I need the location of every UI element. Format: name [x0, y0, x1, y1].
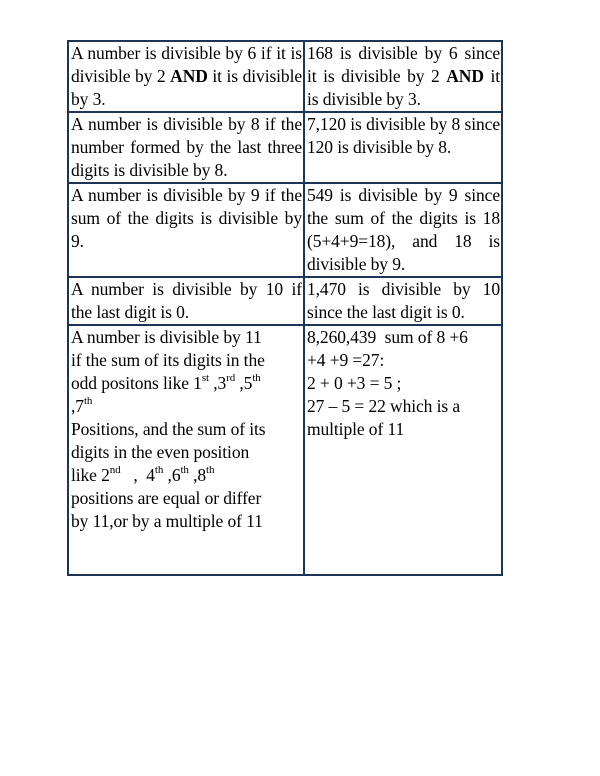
example-cell-divisible-by-6	[304, 41, 502, 112]
rule-line: positions are equal or differ	[71, 488, 262, 508]
divisibility-rules-table	[67, 40, 503, 576]
bold-and: AND	[170, 66, 208, 86]
rule-line: if the sum of its digits in the	[71, 350, 265, 370]
rule-line: odd positons like 1st ,3rd ,5th	[71, 372, 261, 393]
rule-line: like 2nd , 4th ,6th ,8th	[71, 464, 215, 485]
example-line: 27 – 5 = 22 which is a	[307, 396, 461, 416]
example-cell-divisible-by-8: 7,120 is divisible by 8 since 120 is divisible by 8.	[304, 112, 502, 183]
example-cell-divisible-by-9: 549 is divisible by 9 since the sum of the digits is 18 (5+4+9=18), and 18 is divisible by 9.	[304, 183, 502, 277]
rule-line: Positions, and the sum of its	[71, 419, 266, 439]
rule-cell-divisible-by-9: A number is divisible by 9 if the sum of the digits is divisible by 9.	[68, 183, 304, 277]
table-row	[68, 183, 502, 277]
example-text: 168 is divisible by 6 since it is divisible by 2	[307, 43, 500, 86]
rule-cell-divisible-by-10: A number is divisible by 10 if the last digit is 0.	[68, 277, 304, 325]
rule-text: A number is divisible by 6 if it is divisible by 2	[71, 43, 302, 86]
rule-cell-divisible-by-11	[68, 325, 304, 575]
table-row	[68, 112, 502, 183]
example-text: it is divisible by 3.	[307, 66, 500, 109]
table-row	[68, 41, 502, 112]
bold-and: AND	[446, 66, 484, 86]
rule-line: by 11,or by a multiple of 11	[71, 511, 263, 531]
example-line: 8,260,439 sum of 8 +6	[307, 327, 468, 347]
rule-cell-divisible-by-8: A number is divisible by 8 if the number formed by the last three digits is divisible by 8.	[68, 112, 304, 183]
rule-text: it is divisible by 3.	[71, 66, 303, 109]
rule-cell-divisible-by-6	[68, 41, 304, 112]
example-cell-divisible-by-11	[304, 325, 502, 575]
example-line: multiple of 11	[307, 419, 405, 439]
table-row	[68, 325, 502, 575]
rule-line: ,7th	[71, 395, 93, 416]
example-cell-divisible-by-10: 1,470 is divisible by 10 since the last digit is 0.	[304, 277, 502, 325]
rule-line: digits in the even position	[71, 442, 250, 462]
example-line: 2 + 0 +3 = 5 ;	[307, 373, 402, 393]
example-line: +4 +9 =27:	[307, 350, 385, 370]
table-row	[68, 277, 502, 325]
rule-line: A number is divisible by 11	[71, 327, 262, 347]
